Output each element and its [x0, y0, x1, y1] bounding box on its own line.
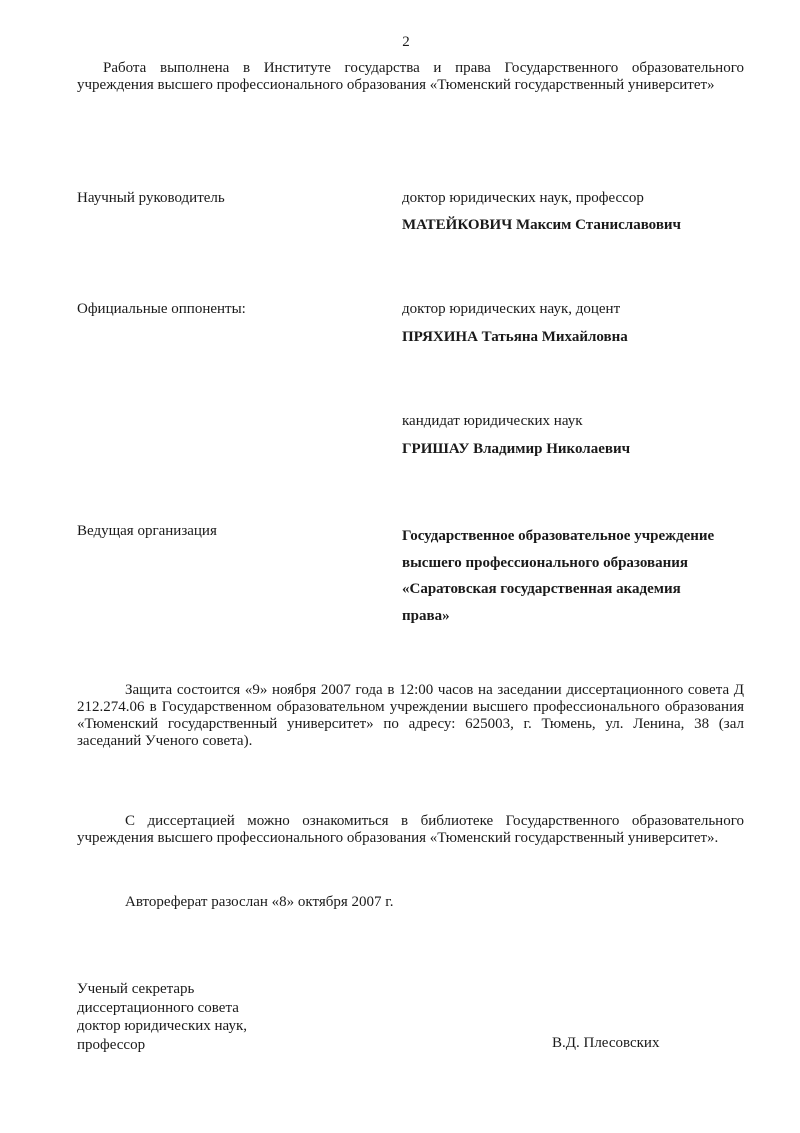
opponent-name: ПРЯХИНА Татьяна Михайловна [402, 329, 628, 345]
lead-org-label: Ведущая организация [77, 523, 217, 539]
secretary-line: Ученый секретарь [77, 981, 195, 997]
secretary-block [77, 980, 247, 1054]
supervisor-name: МАТЕЙКОВИЧ Максим Станиславович [402, 217, 682, 233]
secretary-line: профессор [77, 1036, 146, 1053]
sent-date-line: Автореферат разослан «8» октября 2007 г. [125, 894, 394, 910]
secretary-line: диссертационного совета [77, 999, 239, 1016]
lead-org-name [402, 523, 752, 629]
intro-paragraph: Работа выполнена в Институте государства и права Государственного образовательного учреждения высшего профессионального образования «Тюменский государственный университет» [77, 60, 744, 93]
opponent-degree: доктор юридических наук, доцент [402, 301, 621, 317]
opponent-degree: кандидат юридических наук [402, 413, 583, 429]
lead-org-line: Государственное образовательное учреждение [402, 528, 715, 544]
library-paragraph: С диссертацией можно ознакомиться в библиотеке Государственного образовательного учреждения высшего профессионального образования «Тюменский государственный университет». [77, 813, 744, 846]
lead-org-line: права» [402, 607, 450, 624]
page-number: 2 [402, 34, 410, 50]
opponents-label: Официальные оппоненты: [77, 301, 246, 317]
supervisor-label: Научный руководитель [77, 190, 225, 206]
lead-org-line: высшего профессионального образования [402, 554, 689, 571]
supervisor-degree: доктор юридических наук, профессор [402, 190, 644, 206]
secretary-signature-name: В.Д. Плесовских [552, 1035, 660, 1051]
secretary-line: доктор юридических наук, [77, 1018, 247, 1034]
defense-paragraph: Защита состоится «9» ноября 2007 года в 12:00 часов на заседании диссертационного совета Д 212.274.06 в Государственном образовательном учреждении высшего профессионального образования «Тюменский государственный университет» по адресу: 625003, г. Тюмень, ул. Ленина, 38 (зал заседаний Ученого совета). [77, 682, 744, 749]
lead-org-line: «Саратовская государственная академия [402, 581, 681, 597]
opponent-name: ГРИШАУ Владимир Николаевич [402, 441, 631, 457]
